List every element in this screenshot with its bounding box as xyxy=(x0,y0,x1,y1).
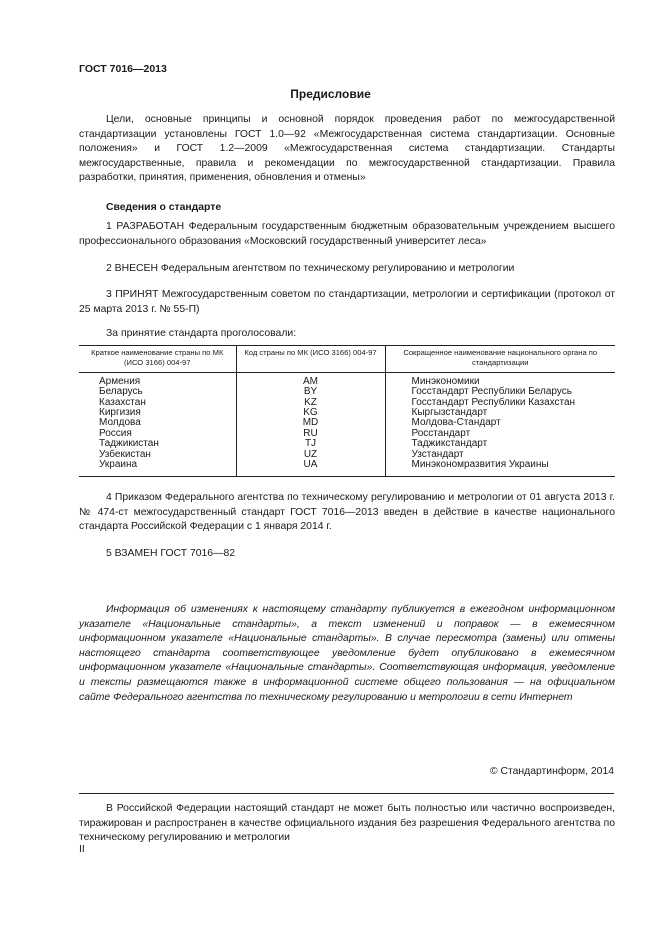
legal-notice xyxy=(79,802,615,846)
country-name: Таджикистан xyxy=(99,438,159,450)
country-name: Киргизия xyxy=(99,407,141,419)
standards-bodies-cell xyxy=(385,372,615,477)
item-2 xyxy=(79,262,615,277)
country-codes-cell xyxy=(236,372,385,477)
country-name: Украина xyxy=(99,459,138,471)
standards-body: Минэкономики xyxy=(411,375,480,387)
table-header-row xyxy=(79,346,615,373)
divider xyxy=(79,793,614,794)
item-4 xyxy=(79,491,615,535)
country-name: Узбекистан xyxy=(99,448,151,460)
header-country: Краткое наименование страны по МК (ИСО 3166) 004-97 xyxy=(79,346,236,373)
country-names-cell xyxy=(79,372,236,477)
standards-body: Таджикстандарт xyxy=(411,438,488,450)
header-code: Код страны по МК (ИСО 3166) 004-97 xyxy=(236,346,385,373)
legal-notice-text: В Российской Федерации настоящий стандарт не может быть полностью или частично воспроизведен, тиражирован и распространен в качестве официального издания без разрешения Федерального агентства по техническому регулированию и метрологии xyxy=(79,803,615,844)
standards-body: Кыргызстандарт xyxy=(411,407,488,419)
item-5: 5 ВЗАМЕН ГОСТ 7016—82 xyxy=(106,548,236,559)
item-2-text: 2 ВНЕСЕН Федеральным агентством по техническому регулированию и метрологии xyxy=(106,263,515,274)
standards-body: Узстандарт xyxy=(411,448,464,460)
country-code: KG xyxy=(303,407,318,419)
vote-caption: За принятие стандарта проголосовали: xyxy=(106,328,297,339)
item-4-text: 4 Приказом Федерального агентства по техническому регулированию и метрологии от 01 августа 2013 г. № 474-ст межгосударственный стандарт ГОСТ 7016—2013 введен в действие в качестве национального стандарта Российской Федерации с 1 января 2014 г. xyxy=(79,492,615,533)
standards-body: Госстандарт Республики Беларусь xyxy=(411,386,572,398)
item-1-text: 1 РАЗРАБОТАН Федеральным государственным бюджетным образовательным учреждением высшего профессионального образования «Московский государственный университет леса» xyxy=(79,221,615,247)
country-code: TJ xyxy=(304,438,317,450)
country-name: Россия xyxy=(99,427,132,439)
copyright: © Стандартинформ, 2014 xyxy=(489,766,614,777)
standards-body: Росстандарт xyxy=(411,427,471,439)
header-body: Сокращенное наименование национального органа по стандартизации xyxy=(385,346,615,373)
intro-text: Цели, основные принципы и основной порядок проведения работ по межгосударственной стандартизации установлены ГОСТ 1.0—92 «Межгосударственная система стандартизации. Основные положения» и ГОСТ 1.2—2009 «Межгосударственная система стандартизации. Стандарты межгосударственные, правила и рекомендации по межгосударственной стандартизации. Правила разработки, принятия, применения, обновления и отмены» xyxy=(79,114,615,184)
item-3 xyxy=(79,288,615,317)
country-name: Беларусь xyxy=(99,386,143,398)
document-code: ГОСТ 7016—2013 xyxy=(79,63,167,75)
item-3-text: 3 ПРИНЯТ Межгосударственным советом по стандартизации, метрологии и сертификации (протокол от 25 марта 2013 г. № 55-П) xyxy=(79,289,615,315)
country-code: KZ xyxy=(304,396,317,408)
country-code: AM xyxy=(303,375,318,387)
changes-notice xyxy=(79,603,615,705)
country-code: RU xyxy=(303,427,318,439)
page-title: Предисловие xyxy=(290,87,371,101)
country-code: UZ xyxy=(303,448,318,460)
country-name: Молдова xyxy=(99,417,141,429)
country-name: Казахстан xyxy=(99,396,146,408)
page-number: II xyxy=(79,844,85,855)
country-code: BY xyxy=(303,386,318,398)
info-heading: Сведения о стандарте xyxy=(106,202,222,213)
changes-notice-text: Информация об изменениях к настоящему стандарту публикуется в ежегодном информационном указателе «Национальные стандарты», а текст изменений и поправок — в ежемесячном информационном указателе «Национальные стандарты». В случае пересмотра (замены) или отмены настоящего стандарта соответствующее уведомление будет опубликовано в ежемесячном информационном указателе «Национальные стандарты». Соответствующая информация, уведомление и тексты размещаются также в информационной системе общего пользования — на официальном сайте Федерального агентства по техническому регулированию и метрологии в сети Интернет xyxy=(79,604,615,703)
standards-body: Молдова-Стандарт xyxy=(411,417,501,429)
country-code: UA xyxy=(303,459,318,471)
country-name: Армения xyxy=(99,375,141,387)
intro-paragraph xyxy=(79,113,615,186)
item-1 xyxy=(79,220,615,249)
countries-table xyxy=(79,345,615,477)
standards-body: Минэкономразвития Украины xyxy=(411,459,549,471)
standards-body: Госстандарт Республики Казахстан xyxy=(411,396,576,408)
country-code: MD xyxy=(302,417,319,429)
table-body-row xyxy=(79,372,615,477)
